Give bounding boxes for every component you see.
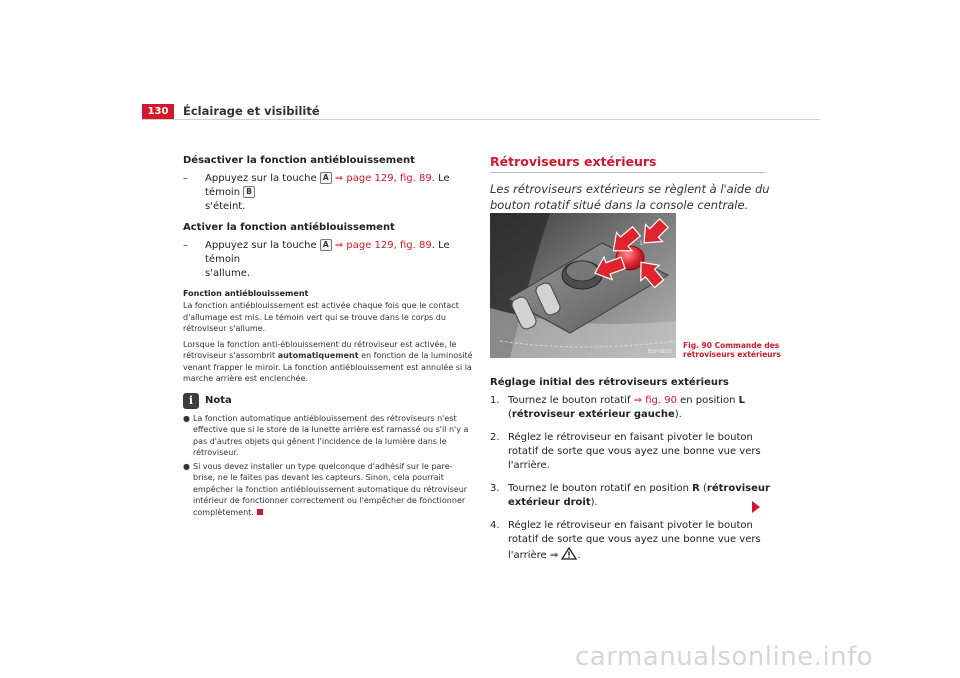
nota-bullet xyxy=(183,461,473,519)
caption-line: rétroviseurs extérieurs xyxy=(683,350,781,359)
reference-arrow: ⇒ xyxy=(549,550,559,561)
bullet-text: La fonction automatique antiéblouissement des rétroviseurs n'est effective que si le store de la lunette arrière est ramassé ou s'il n'y a pas d'autres objets qui gênent l'incidence de la lumière dans le rétroviseur. xyxy=(193,413,469,457)
figure-code: B5P-0015 xyxy=(648,349,673,355)
emphasis-text: automatiquement xyxy=(277,351,359,360)
step-text: Appuyez sur la touche xyxy=(205,240,320,251)
key-badge-a: A xyxy=(320,172,332,184)
knob-mark-left: L xyxy=(640,240,644,247)
step-text: s'allume. xyxy=(205,268,251,279)
setup-heading: Réglage initial des rétroviseurs extérieurs xyxy=(490,377,729,388)
page-reference-link[interactable]: ⇒ page 129, fig. 89 xyxy=(334,240,432,251)
step-text: en position xyxy=(676,395,739,406)
header-divider xyxy=(142,119,820,120)
info-icon: i xyxy=(183,393,199,409)
figure-caption xyxy=(683,341,783,359)
section-header: Éclairage et visibilité xyxy=(183,104,320,118)
function-heading: Fonction antiéblouissement xyxy=(183,289,309,298)
figure-reference-link[interactable]: ⇒ fig. 90 xyxy=(633,395,677,406)
left-column xyxy=(183,154,473,518)
section-intro: Les rétroviseurs extérieurs se règlent à l'aide du bouton rotatif situé dans la console centrale. xyxy=(490,182,770,212)
caption-line: Fig. 90 Commande des xyxy=(683,341,780,350)
section-title: Rétroviseurs extérieurs xyxy=(490,154,657,169)
key-badge-a: A xyxy=(320,239,332,251)
step-text: . Le témoin xyxy=(205,173,450,198)
function-paragraph-1: La fonction antiéblouissement est activée chaque fois que le contact d'allumage est mis. Le témoin vert qui se trouve dans le corps du rétroviseur s'allume. xyxy=(183,301,459,333)
section-end-icon xyxy=(257,509,263,515)
setup-step-4: 4. Réglez le rétroviseur en faisant pivoter le bouton rotatif de sorte que vous ayez une bonne vue vers l'arrière ⇒ . xyxy=(490,520,761,561)
emphasis-text: rétroviseur extérieur gauche xyxy=(511,409,675,420)
page-reference-link[interactable]: ⇒ page 129, fig. 89 xyxy=(334,173,432,184)
bullet-icon: ● xyxy=(183,461,190,471)
activate-step xyxy=(183,239,473,281)
paragraph-text: en fonction de la luminosité venant frapper le miroir. La fonction antiéblouissement est annulée si la marche arrière est enclenchée. xyxy=(183,351,473,383)
nota-header xyxy=(183,393,473,409)
step-text: . Le témoin xyxy=(205,240,450,265)
function-paragraph-2 xyxy=(183,339,473,385)
step-number: 4. xyxy=(490,520,500,531)
step-text: s'éteint. xyxy=(205,201,246,212)
mirror-control-illustration xyxy=(490,213,676,358)
deactivate-heading: Désactiver la fonction antiéblouissement xyxy=(183,155,415,166)
step-dash: – xyxy=(183,240,188,251)
step-text: Appuyez sur la touche xyxy=(205,173,320,184)
watermark: carmanualsonline.info xyxy=(575,642,874,672)
setup-step-2 xyxy=(490,431,770,473)
step-number: 3. xyxy=(490,483,500,494)
step-text: ). xyxy=(674,409,682,420)
right-column xyxy=(490,154,770,213)
setup-instructions xyxy=(490,376,770,563)
emphasis-text: L xyxy=(738,395,745,406)
activate-heading: Activer la fonction antiéblouissement xyxy=(183,222,395,233)
step-text: ( xyxy=(699,483,707,494)
deactivate-step xyxy=(183,172,473,214)
setup-step-3 xyxy=(490,482,770,510)
nota-bullet xyxy=(183,413,473,459)
emphasis-text: R xyxy=(692,483,700,494)
bullet-icon: ● xyxy=(183,413,190,423)
bullet-text: Si vous devez installer un type quelconque d'adhésif sur le pare-brise, ne le faites pas devant les capteurs. Sinon, cela pourrait empêcher la fonction antiéblouissement automatique du rétroviseur intérieur de fonctionner correctement ou l'empêcher de fonctionner complètement. xyxy=(193,461,468,517)
setup-step-1 xyxy=(490,394,770,422)
step-text: Réglez le rétroviseur en faisant pivoter le bouton rotatif de sorte que vous ayez une bonne vue vers l'arrière. xyxy=(508,432,761,471)
step-dash: – xyxy=(183,173,188,184)
nota-label: Nota xyxy=(205,395,232,406)
paragraph-text: Lorsque la fonction anti-éblouissement du rétroviseur est activée, le rétroviseur s'assombrit xyxy=(183,339,457,360)
step-number: 1. xyxy=(490,395,500,406)
step-text: ( xyxy=(508,409,512,420)
indicator-badge-b: B xyxy=(243,186,255,198)
page-number: 130 xyxy=(142,104,174,119)
mirror-control-figure xyxy=(490,213,676,358)
step-number: 2. xyxy=(490,432,500,443)
emphasis-text: rétroviseur extérieur droit xyxy=(508,483,770,508)
warning-icon xyxy=(561,547,577,560)
step-text: Tournez le bouton rotatif en position xyxy=(508,483,693,494)
next-page-arrow-icon xyxy=(752,501,760,513)
section-divider xyxy=(490,172,765,173)
step-text: ). xyxy=(590,497,598,508)
step-text: Tournez le bouton rotatif xyxy=(508,395,634,406)
step-text: Réglez le rétroviseur en faisant pivoter le bouton rotatif de sorte que vous ayez une bonne vue vers l'arrière xyxy=(508,520,761,561)
